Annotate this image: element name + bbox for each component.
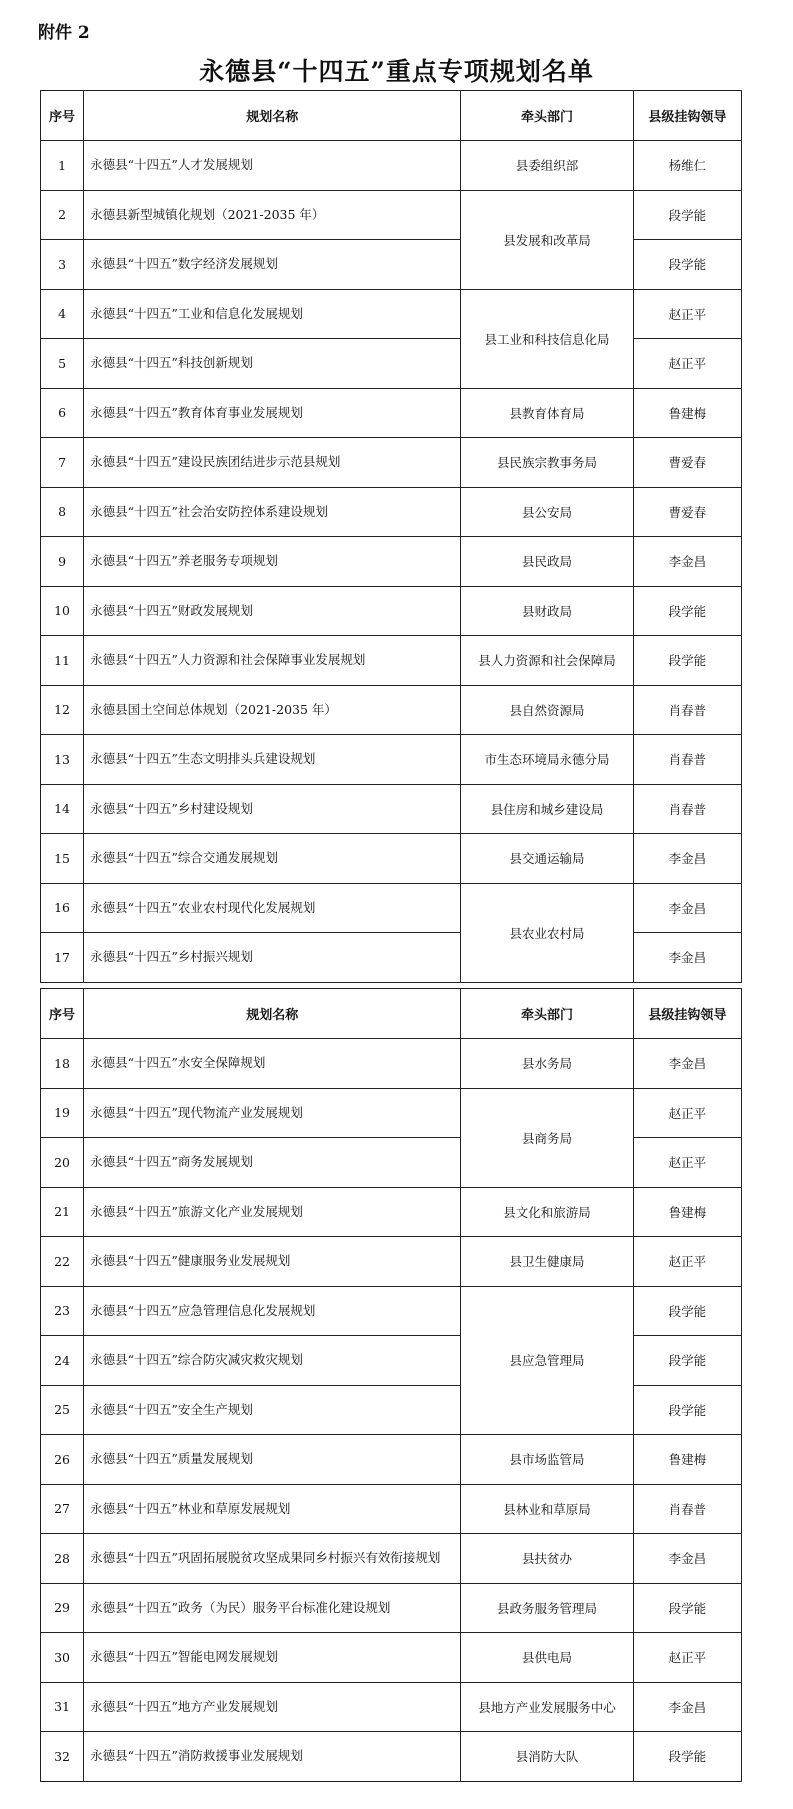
row-num: 16	[41, 883, 84, 933]
row-num: 29	[41, 1583, 84, 1633]
row-name: 永德县“十四五”质量发展规划	[84, 1435, 461, 1485]
annex-label: 附件 2	[38, 23, 90, 43]
row-dept: 县人力资源和社会保障局	[461, 636, 633, 686]
row-name: 永德县“十四五”林业和草原发展规划	[84, 1484, 461, 1534]
row-num: 26	[41, 1435, 84, 1485]
table-row	[41, 339, 742, 389]
row-lead: 段学能	[633, 1385, 741, 1435]
row-lead: 段学能	[633, 1286, 741, 1336]
row-dept: 县林业和草原局	[461, 1484, 633, 1534]
row-name: 永德县“十四五”现代物流产业发展规划	[84, 1088, 461, 1138]
row-lead: 段学能	[633, 586, 741, 636]
table-row	[41, 1138, 742, 1188]
row-dept: 县政务服务管理局	[461, 1583, 633, 1633]
row-name: 永德县“十四五”养老服务专项规划	[84, 537, 461, 587]
row-name: 永德县“十四五”综合防灾减灾救灾规划	[84, 1336, 461, 1386]
row-num: 4	[41, 289, 84, 339]
table-row	[41, 1732, 742, 1782]
row-lead: 赵正平	[633, 1088, 741, 1138]
row-lead: 鲁建梅	[633, 1187, 741, 1237]
row-lead: 肖春普	[633, 735, 741, 785]
row-lead: 李金昌	[633, 1039, 741, 1089]
row-num: 13	[41, 735, 84, 785]
row-lead: 段学能	[633, 1583, 741, 1633]
row-name: 永德县“十四五”消防救援事业发展规划	[84, 1732, 461, 1782]
row-dept: 县委组织部	[461, 141, 633, 191]
row-lead: 段学能	[633, 1732, 741, 1782]
table-row	[41, 438, 742, 488]
row-lead: 李金昌	[633, 1682, 741, 1732]
row-name: 永德县“十四五”地方产业发展规划	[84, 1682, 461, 1732]
row-dept: 市生态环境局永德分局	[461, 735, 633, 785]
table-header-row	[41, 989, 742, 1039]
row-lead: 赵正平	[633, 1633, 741, 1683]
row-dept: 县商务局	[461, 1088, 633, 1187]
row-dept: 县教育体育局	[461, 388, 633, 438]
header-lead: 县级挂钩领导	[633, 91, 741, 141]
row-lead: 段学能	[633, 240, 741, 290]
row-num: 21	[41, 1187, 84, 1237]
row-lead: 肖春普	[633, 1484, 741, 1534]
table-row	[41, 1633, 742, 1683]
row-num: 17	[41, 933, 84, 983]
row-num: 5	[41, 339, 84, 389]
row-num: 22	[41, 1237, 84, 1287]
row-lead: 赵正平	[633, 289, 741, 339]
header-dept: 牵头部门	[461, 989, 633, 1039]
row-lead: 肖春普	[633, 784, 741, 834]
row-name: 永德县“十四五”安全生产规划	[84, 1385, 461, 1435]
table-row	[41, 487, 742, 537]
table-row	[41, 834, 742, 884]
row-name: 永德县新型城镇化规划（2021-2035 年）	[84, 190, 461, 240]
table-row	[41, 586, 742, 636]
row-num: 31	[41, 1682, 84, 1732]
row-dept: 县文化和旅游局	[461, 1187, 633, 1237]
row-name: 永德县“十四五”综合交通发展规划	[84, 834, 461, 884]
row-name: 永德县“十四五”水安全保障规划	[84, 1039, 461, 1089]
row-num: 20	[41, 1138, 84, 1188]
row-dept: 县公安局	[461, 487, 633, 537]
header-dept: 牵头部门	[461, 91, 633, 141]
row-lead: 赵正平	[633, 1138, 741, 1188]
table-row	[41, 883, 742, 933]
row-dept: 县地方产业发展服务中心	[461, 1682, 633, 1732]
table-row	[41, 933, 742, 983]
row-name: 永德县“十四五”建设民族团结进步示范县规划	[84, 438, 461, 488]
row-dept: 县住房和城乡建设局	[461, 784, 633, 834]
row-lead: 鲁建梅	[633, 1435, 741, 1485]
row-num: 19	[41, 1088, 84, 1138]
table-row	[41, 289, 742, 339]
table-row	[41, 1286, 742, 1336]
table-row	[41, 1682, 742, 1732]
row-num: 8	[41, 487, 84, 537]
row-name: 永德县“十四五”政务（为民）服务平台标准化建设规划	[84, 1583, 461, 1633]
table-row	[41, 1583, 742, 1633]
row-dept: 县交通运输局	[461, 834, 633, 884]
plan-table-page-1	[40, 90, 742, 983]
row-lead: 李金昌	[633, 933, 741, 983]
row-dept: 县财政局	[461, 586, 633, 636]
row-lead: 鲁建梅	[633, 388, 741, 438]
row-lead: 李金昌	[633, 1534, 741, 1584]
row-name: 永德县“十四五”人力资源和社会保障事业发展规划	[84, 636, 461, 686]
row-num: 10	[41, 586, 84, 636]
row-name: 永德县“十四五”乡村建设规划	[84, 784, 461, 834]
row-name: 永德县“十四五”旅游文化产业发展规划	[84, 1187, 461, 1237]
table-row	[41, 1336, 742, 1386]
row-lead: 杨维仁	[633, 141, 741, 191]
row-dept: 县民政局	[461, 537, 633, 587]
row-lead: 李金昌	[633, 537, 741, 587]
row-name: 永德县“十四五”生态文明排头兵建设规划	[84, 735, 461, 785]
table-row	[41, 1237, 742, 1287]
row-num: 14	[41, 784, 84, 834]
row-name: 永德县“十四五”乡村振兴规划	[84, 933, 461, 983]
row-dept: 县民族宗教事务局	[461, 438, 633, 488]
row-lead: 曹爱春	[633, 438, 741, 488]
row-num: 9	[41, 537, 84, 587]
header-lead: 县级挂钩领导	[633, 989, 741, 1039]
row-dept: 县市场监管局	[461, 1435, 633, 1485]
row-dept: 县应急管理局	[461, 1286, 633, 1435]
row-name: 永德县“十四五”农业农村现代化发展规划	[84, 883, 461, 933]
row-dept: 县扶贫办	[461, 1534, 633, 1584]
row-lead: 肖春普	[633, 685, 741, 735]
table-row	[41, 1534, 742, 1584]
row-num: 30	[41, 1633, 84, 1683]
row-dept: 县消防大队	[461, 1732, 633, 1782]
row-num: 23	[41, 1286, 84, 1336]
row-name: 永德县“十四五”巩固拓展脱贫攻坚成果同乡村振兴有效衔接规划	[84, 1534, 461, 1584]
row-lead: 赵正平	[633, 1237, 741, 1287]
row-dept: 县工业和科技信息化局	[461, 289, 633, 388]
row-name: 永德县“十四五”社会治安防控体系建设规划	[84, 487, 461, 537]
row-lead: 赵正平	[633, 339, 741, 389]
row-num: 32	[41, 1732, 84, 1782]
row-name: 永德县“十四五”商务发展规划	[84, 1138, 461, 1188]
row-lead: 李金昌	[633, 834, 741, 884]
table-row	[41, 388, 742, 438]
row-name: 永德县“十四五”财政发展规划	[84, 586, 461, 636]
row-num: 2	[41, 190, 84, 240]
plan-table-page-2	[40, 988, 742, 1782]
row-name: 永德县“十四五”应急管理信息化发展规划	[84, 1286, 461, 1336]
header-num: 序号	[41, 989, 84, 1039]
row-num: 18	[41, 1039, 84, 1089]
row-name: 永德县“十四五”科技创新规划	[84, 339, 461, 389]
row-dept: 县供电局	[461, 1633, 633, 1683]
row-name: 永德县“十四五”教育体育事业发展规划	[84, 388, 461, 438]
row-lead: 曹爱春	[633, 487, 741, 537]
row-name: 永德县“十四五”智能电网发展规划	[84, 1633, 461, 1683]
row-dept: 县农业农村局	[461, 883, 633, 982]
row-num: 24	[41, 1336, 84, 1386]
table-row	[41, 1435, 742, 1485]
row-name: 永德县国土空间总体规划（2021-2035 年）	[84, 685, 461, 735]
table-row	[41, 636, 742, 686]
row-name: 永德县“十四五”数字经济发展规划	[84, 240, 461, 290]
row-num: 7	[41, 438, 84, 488]
table-row	[41, 141, 742, 191]
table-row	[41, 784, 742, 834]
table-row	[41, 240, 742, 290]
row-dept: 县发展和改革局	[461, 190, 633, 289]
row-lead: 李金昌	[633, 883, 741, 933]
row-dept: 县水务局	[461, 1039, 633, 1089]
table-row	[41, 1039, 742, 1089]
table-row	[41, 735, 742, 785]
header-name: 规划名称	[84, 91, 461, 141]
row-name: 永德县“十四五”健康服务业发展规划	[84, 1237, 461, 1287]
row-num: 6	[41, 388, 84, 438]
row-lead: 段学能	[633, 636, 741, 686]
table-row	[41, 685, 742, 735]
row-dept: 县自然资源局	[461, 685, 633, 735]
row-num: 11	[41, 636, 84, 686]
row-name: 永德县“十四五”工业和信息化发展规划	[84, 289, 461, 339]
table-header-row	[41, 91, 742, 141]
table-row	[41, 537, 742, 587]
row-lead: 段学能	[633, 190, 741, 240]
row-name: 永德县“十四五”人才发展规划	[84, 141, 461, 191]
row-num: 28	[41, 1534, 84, 1584]
row-num: 15	[41, 834, 84, 884]
table-row	[41, 1187, 742, 1237]
row-num: 27	[41, 1484, 84, 1534]
header-name: 规划名称	[84, 989, 461, 1039]
row-num: 25	[41, 1385, 84, 1435]
header-num: 序号	[41, 91, 84, 141]
row-dept: 县卫生健康局	[461, 1237, 633, 1287]
table-row	[41, 1484, 742, 1534]
row-num: 1	[41, 141, 84, 191]
row-num: 12	[41, 685, 84, 735]
table-row	[41, 1088, 742, 1138]
row-lead: 段学能	[633, 1336, 741, 1386]
row-num: 3	[41, 240, 84, 290]
table-row	[41, 190, 742, 240]
document-title: 永德县“十四五”重点专项规划名单	[199, 57, 594, 86]
table-row	[41, 1385, 742, 1435]
